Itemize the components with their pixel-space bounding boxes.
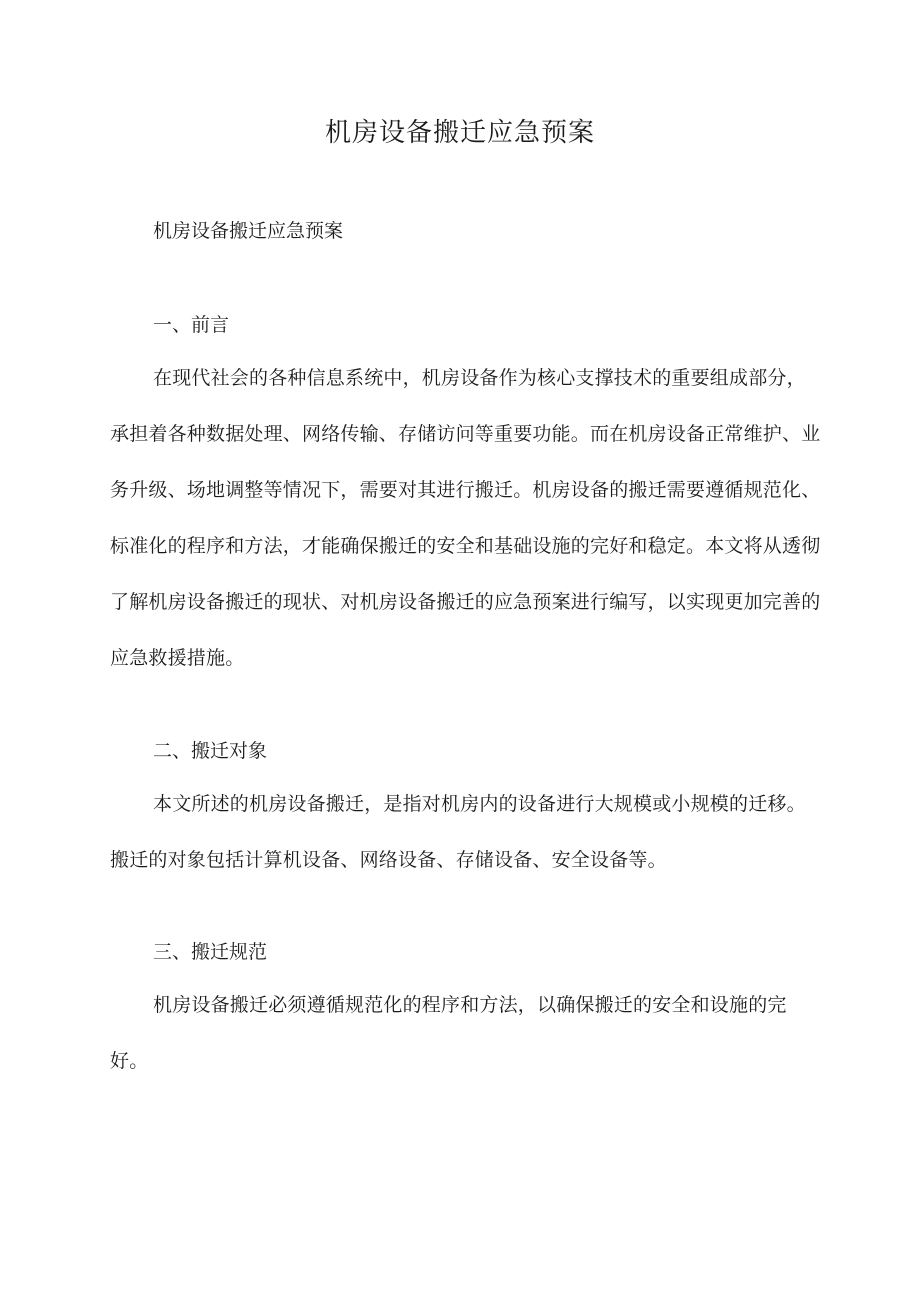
section-paragraph-relocation-standards: 机房设备搬迁必须遵循规范化的程序和方法，以确保搬迁的安全和设施的完好。 [110, 994, 787, 1072]
document-title: 机房设备搬迁应急预案 [324, 118, 595, 148]
section-paragraph-preface: 在现代社会的各种信息系统中，机房设备作为核心支撑技术的重要组成部分，承担着各种数据处理、网络传输、存储访问等重要功能。而在机房设备正常维护、业务升级、场地调整等情况下，需要对其进行搬迁。机房设备的搬迁需要遵循规范化、标准化的程序和方法，才能确保搬迁的安全和基础设施的完好和稳定。本文将从透彻了解机房设备搬迁的现状、对机房设备搬迁的应急预案进行编写，以实现更加完善的应急救援措施。 [110, 367, 821, 669]
document-subtitle: 机房设备搬迁应急预案 [153, 220, 344, 242]
section-paragraph-relocation-objects: 本文所述的机房设备搬迁，是指对机房内的设备进行大规模或小规模的迁移。搬迁的对象包括计算机设备、网络设备、存储设备、安全设备等。 [110, 793, 806, 871]
section-heading-relocation-objects: 二、搬迁对象 [153, 740, 268, 762]
section-heading-relocation-standards: 三、搬迁规范 [153, 941, 268, 963]
section-heading-preface: 一、前言 [153, 314, 230, 336]
